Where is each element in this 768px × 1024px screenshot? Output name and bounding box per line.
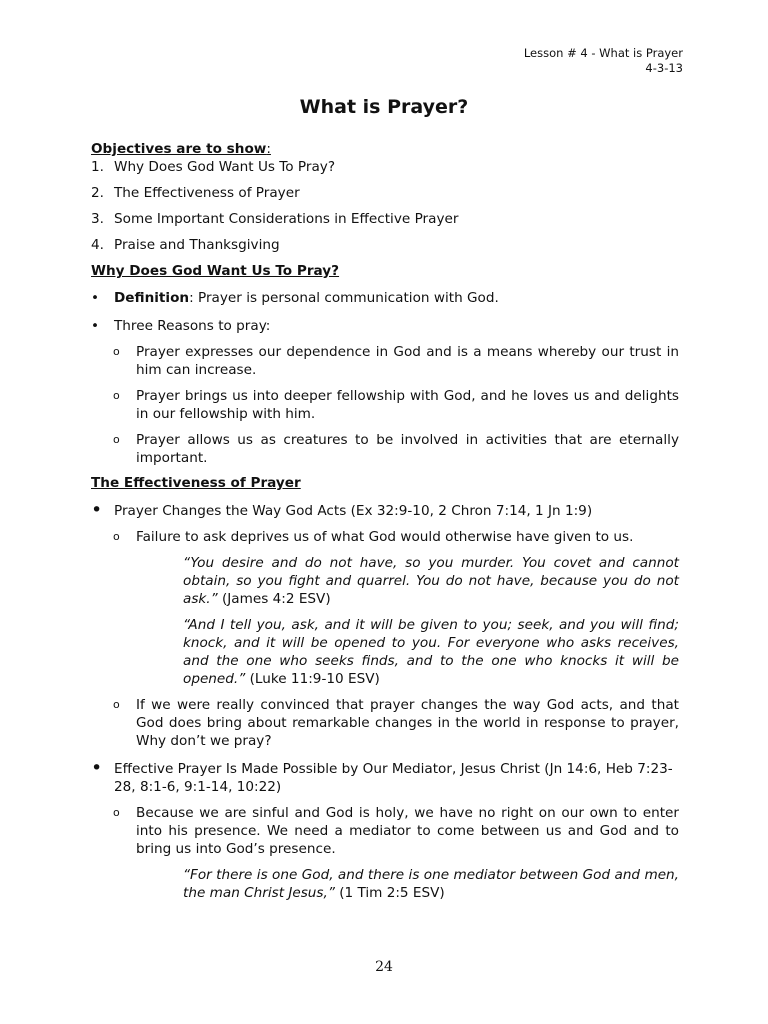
section-heading-effectiveness: The Effectiveness of Prayer: [91, 475, 301, 491]
sub-bullet-mediator: o Because we are sinful and God is holy, we have no right on our own to enter into his presence. We need a mediator to come between us and God and to bring us into God’s presence.: [113, 805, 679, 857]
circle-bullet-icon: o: [113, 433, 120, 446]
page-title: What is Prayer?: [299, 96, 469, 118]
sub-bullet-failure: o Failure to ask deprives us of what God would otherwise have given to us.: [113, 529, 634, 545]
header-lesson: Lesson # 4 - What is Prayer: [523, 46, 683, 60]
sub-bullet-reason: o Prayer brings us into deeper fellowship with God, and he loves us and delights in our fellowship with him.: [113, 388, 679, 422]
scripture-quote: “You desire and do not have, so you murder. You covet and cannot obtain, so you fight and quarrel. You do not have, because you do not ask.” (James 4:2 ESV): [183, 555, 679, 607]
sub-bullet-convinced: o If we were really convinced that prayer changes the way God acts, and that God does bring about remarkable changes in the world in response to prayer, Why don’t we pray?: [113, 697, 679, 749]
circle-bullet-icon: o: [113, 389, 120, 402]
document-body: [91, 140, 679, 902]
bullet-icon: •: [91, 290, 100, 306]
objective-item: 3. Some Important Considerations in Effective Prayer: [91, 211, 459, 227]
section-heading-why-pray: Why Does God Want Us To Pray?: [91, 263, 340, 279]
circle-bullet-icon: o: [113, 530, 120, 543]
sub-bullet-reason: o Prayer expresses our dependence in God and is a means whereby our trust in him can increase.: [113, 344, 679, 378]
bullet-point-1: • Prayer Changes the Way God Acts (Ex 32:9-10, 2 Chron 7:14, 1 Jn 1:9): [91, 499, 593, 521]
bullet-definition: • Definition: Prayer is personal communication with God.: [91, 290, 499, 306]
bullet-icon: •: [91, 318, 100, 334]
header-date: 4-3-13: [645, 61, 683, 75]
circle-bullet-icon: o: [113, 345, 120, 358]
bullet-icon: •: [91, 757, 103, 779]
objective-item: 1. Why Does God Want Us To Pray?: [91, 159, 336, 175]
circle-bullet-icon: o: [113, 806, 120, 819]
page-number: 24: [375, 959, 393, 975]
bullet-reasons: • Three Reasons to pray:: [91, 318, 271, 334]
bullet-icon: •: [91, 499, 103, 521]
objectives-heading: Objectives are to show:: [91, 141, 271, 157]
sub-bullet-reason: o Prayer allows us as creatures to be involved in activities that are eternally important.: [113, 432, 679, 466]
objective-item: 2. The Effectiveness of Prayer: [91, 185, 300, 201]
circle-bullet-icon: o: [113, 698, 120, 711]
bullet-point-2: • Effective Prayer Is Made Possible by Our Mediator, Jesus Christ (Jn 14:6, Heb 7:23-28, 8:1-6, 9:1-14, 10:22): [91, 757, 673, 795]
page-header: [524, 46, 683, 76]
scripture-quote: “For there is one God, and there is one mediator between God and men, the man Christ Jesus,” (1 Tim 2:5 ESV): [183, 867, 679, 901]
scripture-quote: “And I tell you, ask, and it will be given to you; seek, and you will find; knock, and it will be opened to you. For everyone who asks receives, and the one who seeks finds, and to the one who knocks it will be opened.” (Luke 11:9-10 ESV): [183, 617, 679, 687]
objective-item: 4. Praise and Thanksgiving: [91, 237, 280, 253]
